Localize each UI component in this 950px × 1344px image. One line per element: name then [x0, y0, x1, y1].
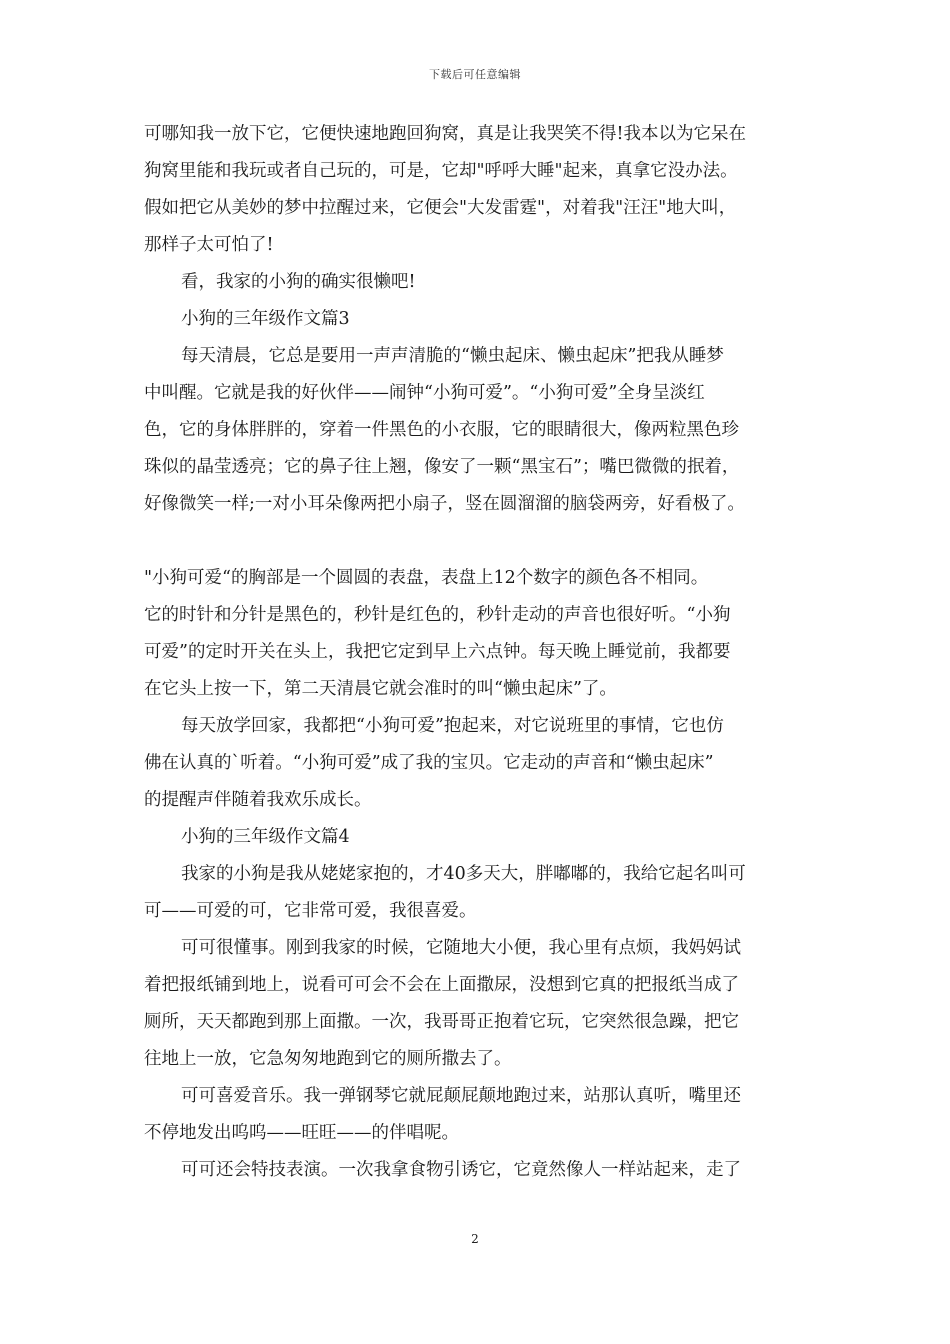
text-line: 它的时针和分针是黑色的，秒针是红色的，秒针走动的声音也很好听。“小狗 — [144, 605, 731, 625]
text-line: 佛在认真的`听着。“小狗可爱”成了我的宝贝。它走动的声音和“懒虫起床” — [144, 753, 714, 773]
text-line: 可——可爱的可，它非常可爱，我很喜爱。 — [144, 901, 477, 921]
document-body — [144, 116, 810, 1189]
text-line: 着把报纸铺到地上，说看可可会不会在上面撒尿，没想到它真的把报纸当成了 — [144, 975, 739, 995]
text-line: 可爱”的定时开关在头上，我把它定到早上六点钟。每天晚上睡觉前，我都要 — [144, 642, 731, 662]
text-line: 假如把它从美妙的梦中拉醒过来，它便会"大发雷霆"，对着我"汪汪"地大叫， — [144, 198, 737, 218]
text-line: 每天放学回家，我都把“小狗可爱”抱起来，对它说班里的事情，它也仿 — [181, 716, 724, 736]
text-line: 中叫醒。它就是我的好伙伴——闹钟“小狗可爱”。“小狗可爱”全身呈淡红 — [144, 383, 705, 403]
text-line: 我家的小狗是我从姥姥家抱的，才40多天大，胖嘟嘟的，我给它起名叫可 — [181, 864, 746, 884]
text-line: 那样子太可怕了! — [144, 235, 274, 255]
page-number: 2 — [471, 1232, 479, 1246]
section-heading: 小狗的三年级作文篇4 — [181, 827, 350, 847]
text-line: 厕所，天天都跑到那上面撒。一次，我哥哥正抱着它玩，它突然很急躁，把它 — [144, 1012, 739, 1032]
text-line: 狗窝里能和我玩或者自己玩的，可是，它却"呼呼大睡"起来，真拿它没办法。 — [144, 161, 738, 181]
text-line: 可哪知我一放下它，它便快速地跑回狗窝，真是让我哭笑不得!我本以为它呆在 — [144, 124, 747, 144]
text-line: 每天清晨，它总是要用一声声清脆的“懒虫起床、懒虫起床”把我从睡梦 — [181, 346, 724, 366]
text-line: 可可还会特技表演。一次我拿食物引诱它，它竟然像人一样站起来，走了 — [181, 1160, 741, 1180]
text-line: 色，它的身体胖胖的，穿着一件黑色的小衣服，它的眼睛很大，像两粒黑色珍 — [144, 420, 739, 440]
text-line: 在它头上按一下，第二天清晨它就会准时的叫“懒虫起床”了。 — [144, 679, 617, 699]
paragraph-gap — [144, 523, 810, 560]
section-heading: 小狗的三年级作文篇3 — [181, 309, 350, 329]
text-line: 可可很懂事。刚到我家的时候，它随地大小便，我心里有点烦，我妈妈试 — [181, 938, 741, 958]
text-line: 不停地发出呜呜——旺旺——的伴唱呢。 — [144, 1123, 459, 1143]
text-line: 好像微笑一样;一对小耳朵像两把小扇子，竖在圆溜溜的脑袋两旁，好看极了。 — [144, 494, 745, 514]
text-line: 的提醒声伴随着我欢乐成长。 — [144, 790, 372, 810]
text-line: 可可喜爱音乐。我一弹钢琴它就屁颠屁颠地跑过来，站那认真听，嘴里还 — [181, 1086, 741, 1106]
text-line: 珠似的晶莹透亮；它的鼻子往上翘，像安了一颗“黑宝石”；嘴巴微微的抿着， — [144, 457, 740, 477]
text-line: 看，我家的小狗的确实很懒吧! — [181, 272, 416, 292]
page-header: 下载后可任意编辑 — [429, 68, 521, 81]
text-line: "小狗可爱“的胸部是一个圆圆的表盘，表盘上12个数字的颜色各不相同。 — [144, 568, 709, 588]
text-line: 往地上一放，它急匆匆地跑到它的厕所撒去了。 — [144, 1049, 512, 1069]
